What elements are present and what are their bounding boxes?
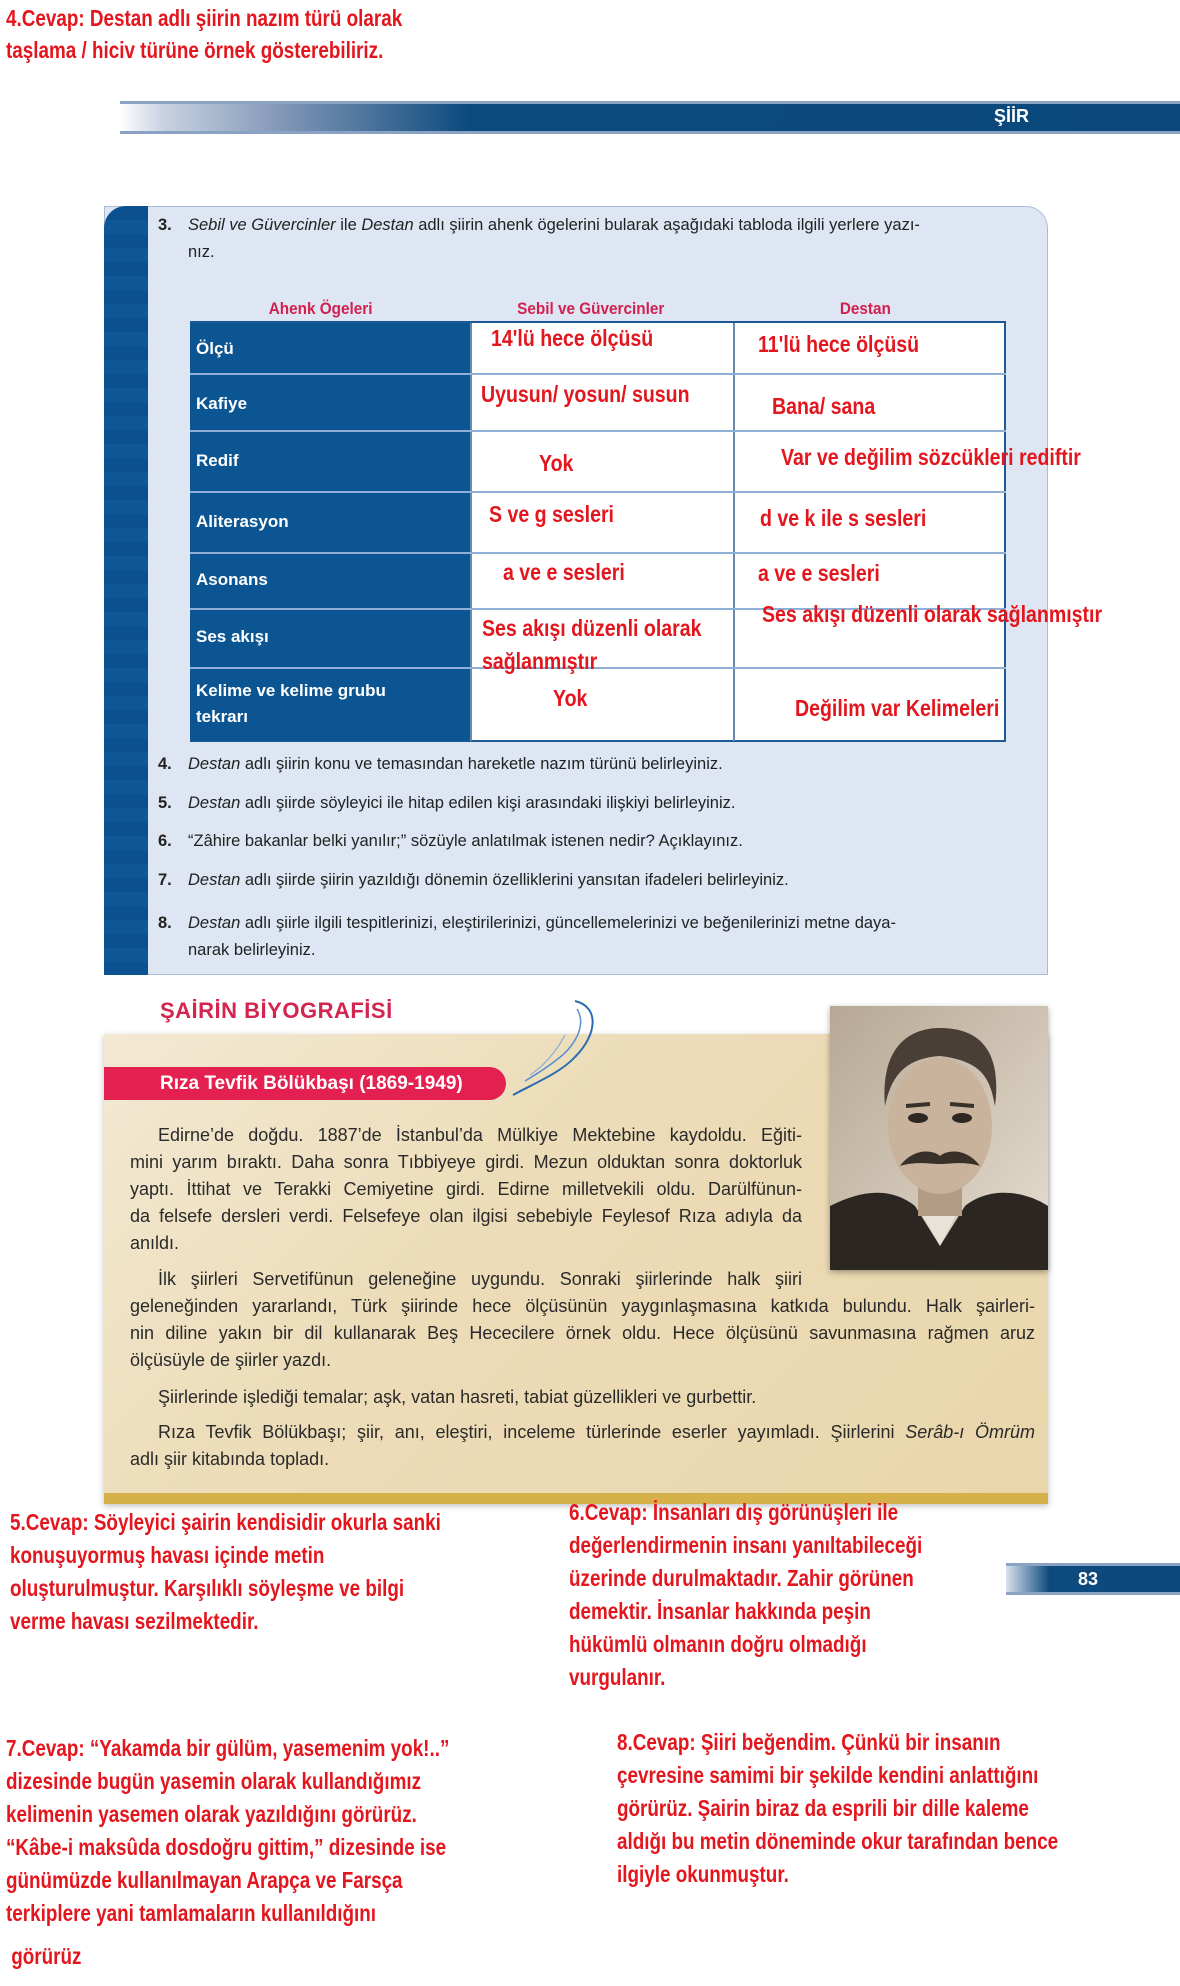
answer-line: oluşturulmuştur. Karşılıklı söyleşme ve bilgi	[10, 1575, 405, 1601]
answer-line: kelimenin yasemen olarak yazıldığını görürüz.	[6, 1801, 417, 1827]
question-text: adlı şiirin ahenk ögelerini bularak aşağıdaki tabloda ilgili yerlere yazı-	[413, 216, 920, 234]
question-text: adlı şiirle ilgili tespitlerinizi, eleştirilerinizi, güncellemelerinizi ve beğenilerinizi metne daya-	[240, 914, 896, 932]
bio-line: adlı şiir kitabında topladı.	[130, 1449, 330, 1469]
answer-line: 7.Cevap: “Yakamda bir gülüm, yasemenim yok!..”	[6, 1735, 450, 1761]
book-title: Serâb-ı Ömrüm	[905, 1422, 1035, 1442]
question-5	[158, 794, 735, 813]
activity-box-strip	[104, 206, 148, 975]
question-number: 4.	[158, 755, 172, 773]
answer-line: konuşuyormuş havası içinde metin	[10, 1542, 325, 1568]
cell-answer: Değilim var Kelimeleri	[795, 695, 1000, 721]
bio-line: yaptı. İttihat ve Terakki Cemiyetine girdi. Edirne milletvekili oldu. Darülfünun-	[130, 1179, 802, 1199]
row-label-line: tekrarı	[196, 707, 248, 726]
section-header-band	[120, 101, 1180, 134]
cell-answer: Yok	[539, 450, 574, 476]
quill-icon	[505, 995, 600, 1100]
cell-answer: sağlanmıştır	[482, 648, 598, 674]
answer-line: terkiplere yani tamlamaların kullanıldığını	[6, 1900, 376, 1926]
bio-paragraph-2	[130, 1266, 1035, 1374]
answer-line: görürüz	[6, 1943, 82, 1969]
answer-line: taşlama / hiciv türüne örnek gösterebiliriz.	[6, 37, 384, 63]
table-header-sebil: Sebil ve Güvercinler	[517, 299, 665, 318]
answer-line: 5.Cevap: Söyleyici şairin kendisidir okurla sanki	[10, 1509, 441, 1535]
page-number: 83	[1006, 1563, 1180, 1595]
table-header-elements: Ahenk Ögeleri	[268, 299, 373, 318]
answer-line: vurgulanır.	[569, 1664, 666, 1690]
question-7	[158, 871, 789, 890]
question-8	[158, 910, 896, 964]
row-label-olcu: Ölçü	[196, 339, 234, 358]
italic-title: Destan	[188, 914, 241, 932]
poet-name-banner: Rıza Tevfik Bölükbaşı (1869-1949)	[104, 1067, 506, 1100]
question-number: 5.	[158, 794, 172, 812]
answer-line: demektir. İnsanlar hakkında peşin	[569, 1598, 871, 1624]
question-text: ile	[335, 216, 362, 234]
answer-line: çevresine samimi bir şekilde kendini anlattığını	[617, 1762, 1039, 1788]
row-label-kelime-tekrari	[196, 678, 386, 730]
question-text: adlı şiirin konu ve temasından hareketle nazım türünü belirleyiniz.	[240, 755, 723, 773]
answer-5	[10, 1506, 441, 1638]
answer-4	[6, 2, 402, 66]
cell-answer: 14'lü hece ölçüsü	[491, 325, 654, 351]
bio-line: mini yarım bıraktı. Daha sonra Tıbbiyeye girdi. Mezun olduktan sonra doktorluk	[130, 1152, 802, 1172]
bio-line: nin diline yakın bir dil kullanarak Beş Hececilere örnek oldu. Hece ölçüsünü savunmasına rağmen aruz	[130, 1323, 1035, 1343]
cell-answer: d ve k ile s sesleri	[760, 505, 927, 531]
row-label-kafiye: Kafiye	[196, 394, 248, 413]
cell-answer: a ve e sesleri	[503, 559, 625, 585]
question-number: 7.	[158, 871, 172, 889]
cell-answer: 11'lü hece ölçüsü	[758, 331, 920, 357]
answer-line: görürüz. Şairin biraz da esprili bir dille kaleme	[617, 1795, 1029, 1821]
answer-line: 4.Cevap: Destan adlı şiirin nazım türü olarak	[6, 5, 403, 31]
bio-line: Şiirlerinde işlediği temalar; aşk, vatan hasreti, tabiat güzellikleri ve gurbettir.	[158, 1387, 757, 1407]
cell-answer: Uyusun/ yosun/ susun	[481, 381, 690, 407]
question-number: 3.	[158, 216, 172, 234]
cell-answer: a ve e sesleri	[758, 560, 880, 586]
question-number: 6.	[158, 832, 172, 850]
italic-title: Destan	[188, 871, 241, 889]
question-4	[158, 755, 723, 774]
answer-line: günümüzde kullanılmayan Arapça ve Farsça	[6, 1867, 403, 1893]
bio-line: İlk şiirleri Servetifünun geleneğine uygundu. Sonraki şiirlerinde halk şiiri	[158, 1269, 802, 1289]
italic-title: Destan	[188, 755, 241, 773]
question-text: adlı şiirde şiirin yazıldığı dönemin özelliklerini yansıtan ifadeleri belirleyiniz.	[240, 871, 789, 889]
bio-line: Edirne’de doğdu. 1887’de İstanbul’da Mülkiye Mektebine kaydoldu. Eğiti-	[158, 1125, 802, 1145]
question-3	[158, 212, 920, 266]
cell-answer: Bana/ sana	[772, 393, 876, 419]
answer-line: 8.Cevap: Şiiri beğendim. Çünkü bir insanın	[617, 1729, 1001, 1755]
question-text: adlı şiirde söyleyici ile hitap edilen kişi arasındaki ilişkiyi belirleyiniz.	[240, 794, 736, 812]
answer-6	[569, 1496, 922, 1694]
answer-line: üzerinde durulmaktadır. Zahir görünen	[569, 1565, 914, 1591]
answer-line: hükümlü olmanın doğru olmadığı	[569, 1631, 867, 1657]
answer-line: değerlendirmenin insanı yanıltabileceği	[569, 1532, 923, 1558]
answer-line: ilgiyle okunmuştur.	[617, 1861, 789, 1887]
bio-paragraph-4	[130, 1419, 1035, 1473]
biography-heading: ŞAİRİN BİYOGRAFİSİ	[160, 998, 393, 1023]
question-text: narak belirleyiniz.	[188, 941, 316, 959]
answer-line: dizesinde bugün yasemin olarak kullandığımız	[6, 1768, 422, 1794]
italic-title: Destan	[188, 794, 241, 812]
cell-answer: Ses akışı düzenli olarak	[482, 615, 702, 641]
answer-line: 6.Cevap: İnsanları dış görünüşleri ile	[569, 1499, 899, 1525]
cell-answer: Ses akışı düzenli olarak sağlanmıştır	[762, 601, 1103, 627]
answer-7	[6, 1732, 449, 1973]
poet-portrait	[830, 1006, 1048, 1270]
row-label-line: Kelime ve kelime grubu	[196, 681, 386, 700]
cell-answer: S ve g sesleri	[489, 501, 614, 527]
question-6	[158, 832, 743, 851]
question-number: 8.	[158, 914, 172, 932]
bio-paragraph-3	[158, 1384, 756, 1411]
section-title: ŞİİR	[994, 106, 1030, 126]
answer-line: “Kâbe-i maksûda dosdoğru gittim,” dizesinde ise	[6, 1834, 447, 1860]
bio-line: anıldı.	[130, 1233, 180, 1253]
cell-answer: Var ve değilim sözcükleri rediftir	[781, 444, 1081, 470]
answer-line: aldığı bu metin döneminde okur tarafından bence	[617, 1828, 1059, 1854]
bio-text: Rıza Tevfik Bölükbaşı; şiir, anı, eleştiri, inceleme türlerinde eserler yayımladı. Şiirlerini	[158, 1422, 906, 1442]
cell-answer: Yok	[553, 685, 588, 711]
question-text: “Zâhire bakanlar belki yanılır;” sözüyle anlatılmak istenen nedir? Açıklayınız.	[188, 832, 743, 850]
bio-line: ölçüsüyle de şiirler yazdı.	[130, 1350, 332, 1370]
row-label-aliterasyon: Aliterasyon	[196, 512, 289, 531]
table-header-destan: Destan	[839, 299, 891, 318]
question-text: nız.	[188, 243, 215, 261]
bio-paragraph-1	[130, 1122, 802, 1257]
answer-line: verme havası sezilmektedir.	[10, 1608, 259, 1634]
italic-title: Destan	[361, 216, 414, 234]
row-label-redif: Redif	[196, 451, 239, 470]
row-label-asonans: Asonans	[196, 570, 268, 589]
row-label-ses-akisi: Ses akışı	[196, 627, 269, 646]
answer-8	[617, 1726, 1058, 1891]
bio-line: geleneğinden yararlandı, Türk şiirinde hece ölçüsünün yaygınlaşmasına katkıda bulundu. Halk şairleri-	[130, 1296, 1035, 1316]
bio-line: da felsefe dersleri verdi. Felsefeye olan ilgisi sebebiyle Feylesof Rıza adıyla da	[130, 1206, 802, 1226]
italic-title: Sebil ve Güvercinler	[188, 216, 336, 234]
